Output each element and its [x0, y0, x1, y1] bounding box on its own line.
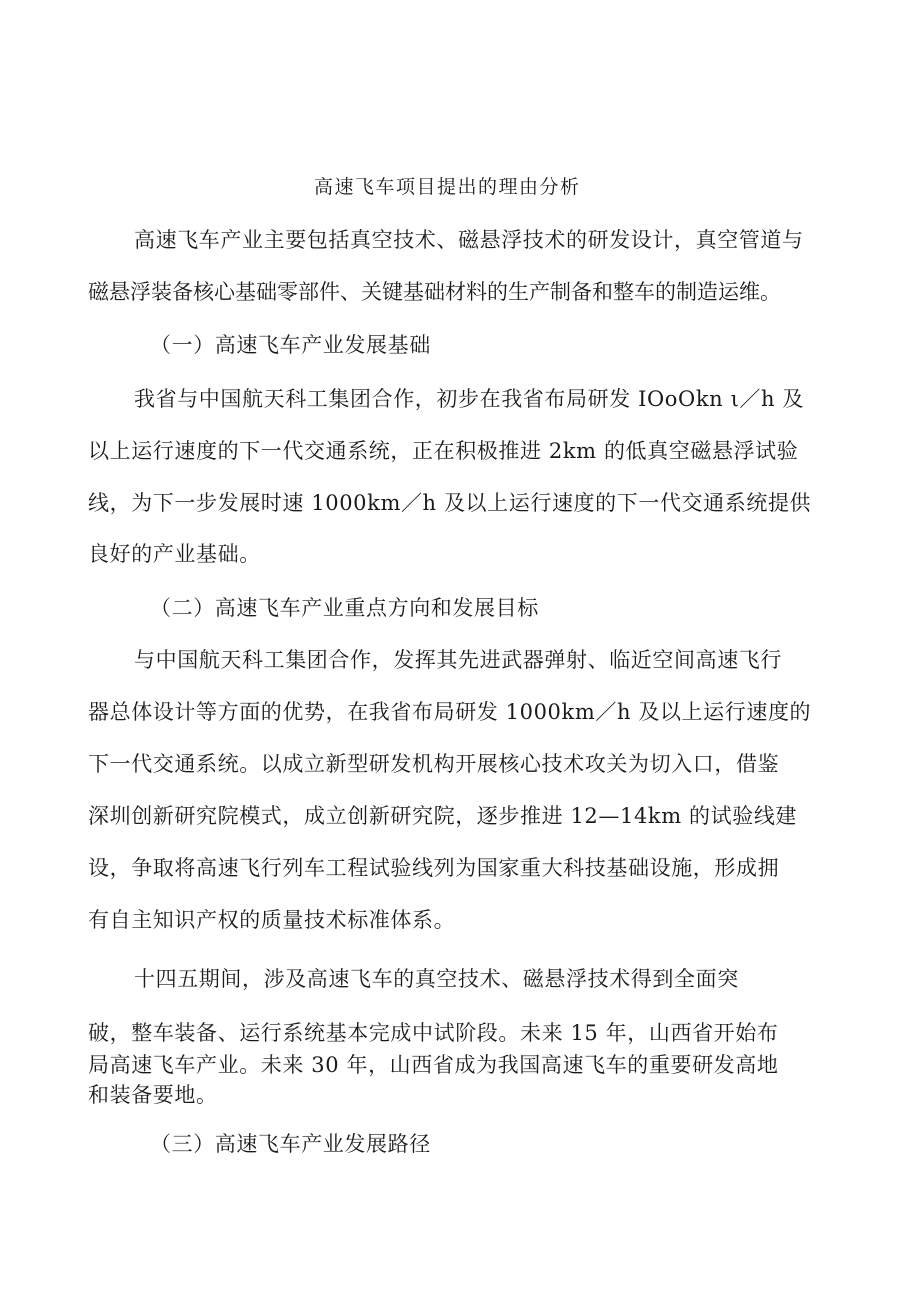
paragraph-line: 十四五期间，涉及高速飞车的真空技术、磁悬浮技术得到全面突	[134, 967, 739, 991]
paragraph-line: 我省与中国航天科工集团合作，初步在我省布局研发 IOoOkn ι／h 及	[134, 387, 805, 411]
paragraph-line: 以上运行速度的下一代交通系统，正在积极推进 2km 的低真空磁悬浮试验	[88, 439, 799, 463]
paragraph-line: 深圳创新研究院模式，成立创新研究院，逐步推进 12—14km 的试验线建	[88, 804, 798, 828]
document-title: 高速飞车项目提出的理由分析	[314, 176, 581, 198]
paragraph-line: 线，为下一步发展时速 1000km／h 及以上运行速度的下一代交通系统提供	[88, 491, 812, 515]
paragraph-line: 设，争取将高速飞行列车工程试验线列为国家重大科技基础设施，形成拥	[88, 856, 780, 880]
paragraph-line: 下一代交通系统。以成立新型研发机构开展核心技术攻关为切入口，借鉴	[88, 752, 780, 776]
paragraph-line: 有自主知识产权的质量技术标准体系。	[88, 908, 456, 932]
section-heading: （一）高速飞车产业发展基础	[150, 333, 431, 357]
paragraph-line: 与中国航天科工集团合作，发挥其先进武器弹射、临近空间高速飞行	[134, 648, 782, 672]
paragraph-line: 破，整车装备、运行系统基本完成中试阶段。未来 15 年，山西省开始布	[88, 1021, 779, 1045]
paragraph-line: 局高速飞车产业。未来 30 年，山西省成为我国高速飞车的重要研发高地	[88, 1053, 779, 1077]
paragraph-line: 器总体设计等方面的优势，在我省布局研发 1000km／h 及以上运行速度的	[88, 700, 812, 724]
paragraph-line: 良好的产业基础。	[88, 542, 261, 566]
section-heading: （二）高速飞车产业重点方向和发展目标	[150, 596, 539, 620]
paragraph-line: 高速飞车产业主要包括真空技术、磁悬浮技术的研发设计，真空管道与	[134, 228, 804, 252]
section-heading: （三）高速飞车产业发展路径	[150, 1132, 431, 1156]
paragraph-line: 和装备要地。	[88, 1083, 218, 1107]
paragraph-line: 磁悬浮装备核心基础零部件、关键基础材料的生产制备和整车的制造运维。	[88, 280, 781, 304]
